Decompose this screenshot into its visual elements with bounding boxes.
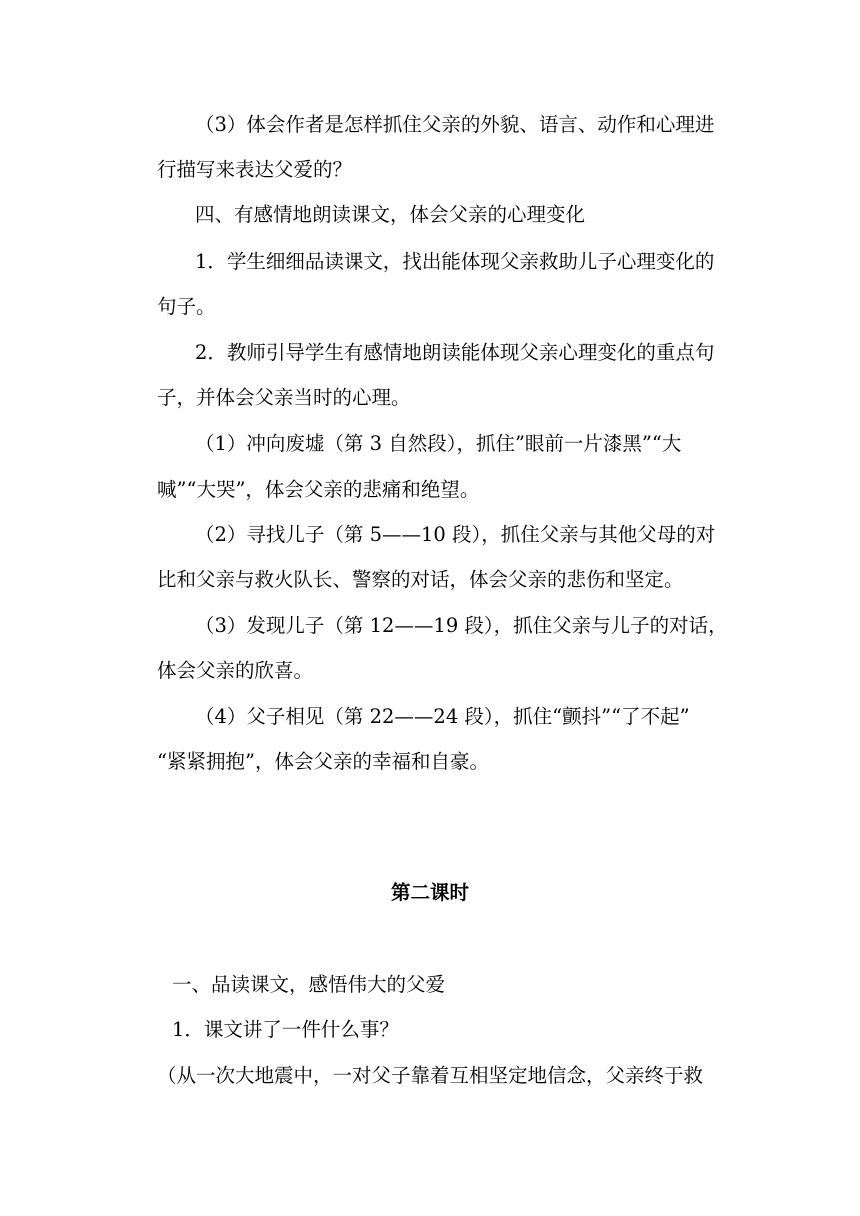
- paragraph-line: （2）寻找儿子（第 5——10 段），抓住父亲与其他父母的对: [195, 523, 716, 546]
- paragraph-line: 喊”“大哭”，体会父亲的悲痛和绝望。: [157, 478, 480, 501]
- paragraph-line: 1．学生细细品读课文，找出能体现父亲救助儿子心理变化的: [195, 250, 715, 273]
- paragraph-line: 行描写来表达父爱的？: [157, 158, 353, 181]
- paragraph-line: “紧紧拥抱”，体会父亲的幸福和自豪。: [157, 750, 489, 773]
- paragraph-line: 比和父亲与救火队长、警察的对话，体会父亲的悲伤和坚定。: [157, 568, 684, 591]
- paragraph-line: 体会父亲的欣喜。: [157, 659, 314, 682]
- paragraph-line: （3）体会作者是怎样抓住父亲的外貌、语言、动作和心理进: [195, 113, 715, 136]
- paragraph-line: 2．教师引导学生有感情地朗读能体现父亲心理变化的重点句: [195, 341, 715, 364]
- paragraph-line: （从一次大地震中，一对父子靠着互相坚定地信念，父亲终于救: [157, 1064, 704, 1087]
- section-heading-one: 一、品读课文，感悟伟大的父爱: [172, 973, 446, 996]
- paragraph-line: （1）冲向废墟（第 3 自然段），抓住”眼前一片漆黑”“大: [195, 432, 682, 455]
- paragraph-line: 1．课文讲了一件什么事？: [172, 1018, 399, 1041]
- paragraph-line: 句子。: [157, 295, 216, 318]
- section-heading-four: 四、有感情地朗读课文，体会父亲的心理变化: [195, 203, 586, 226]
- paragraph-line: （4）父子相见（第 22——24 段），抓住“颤抖”“了不起”: [195, 705, 690, 728]
- paragraph-line: （3）发现儿子（第 12——19 段），抓住父亲与儿子的对话，: [195, 614, 728, 637]
- lesson-title: 第二课时: [390, 881, 469, 904]
- paragraph-line: 子，并体会父亲当时的心理。: [157, 386, 411, 409]
